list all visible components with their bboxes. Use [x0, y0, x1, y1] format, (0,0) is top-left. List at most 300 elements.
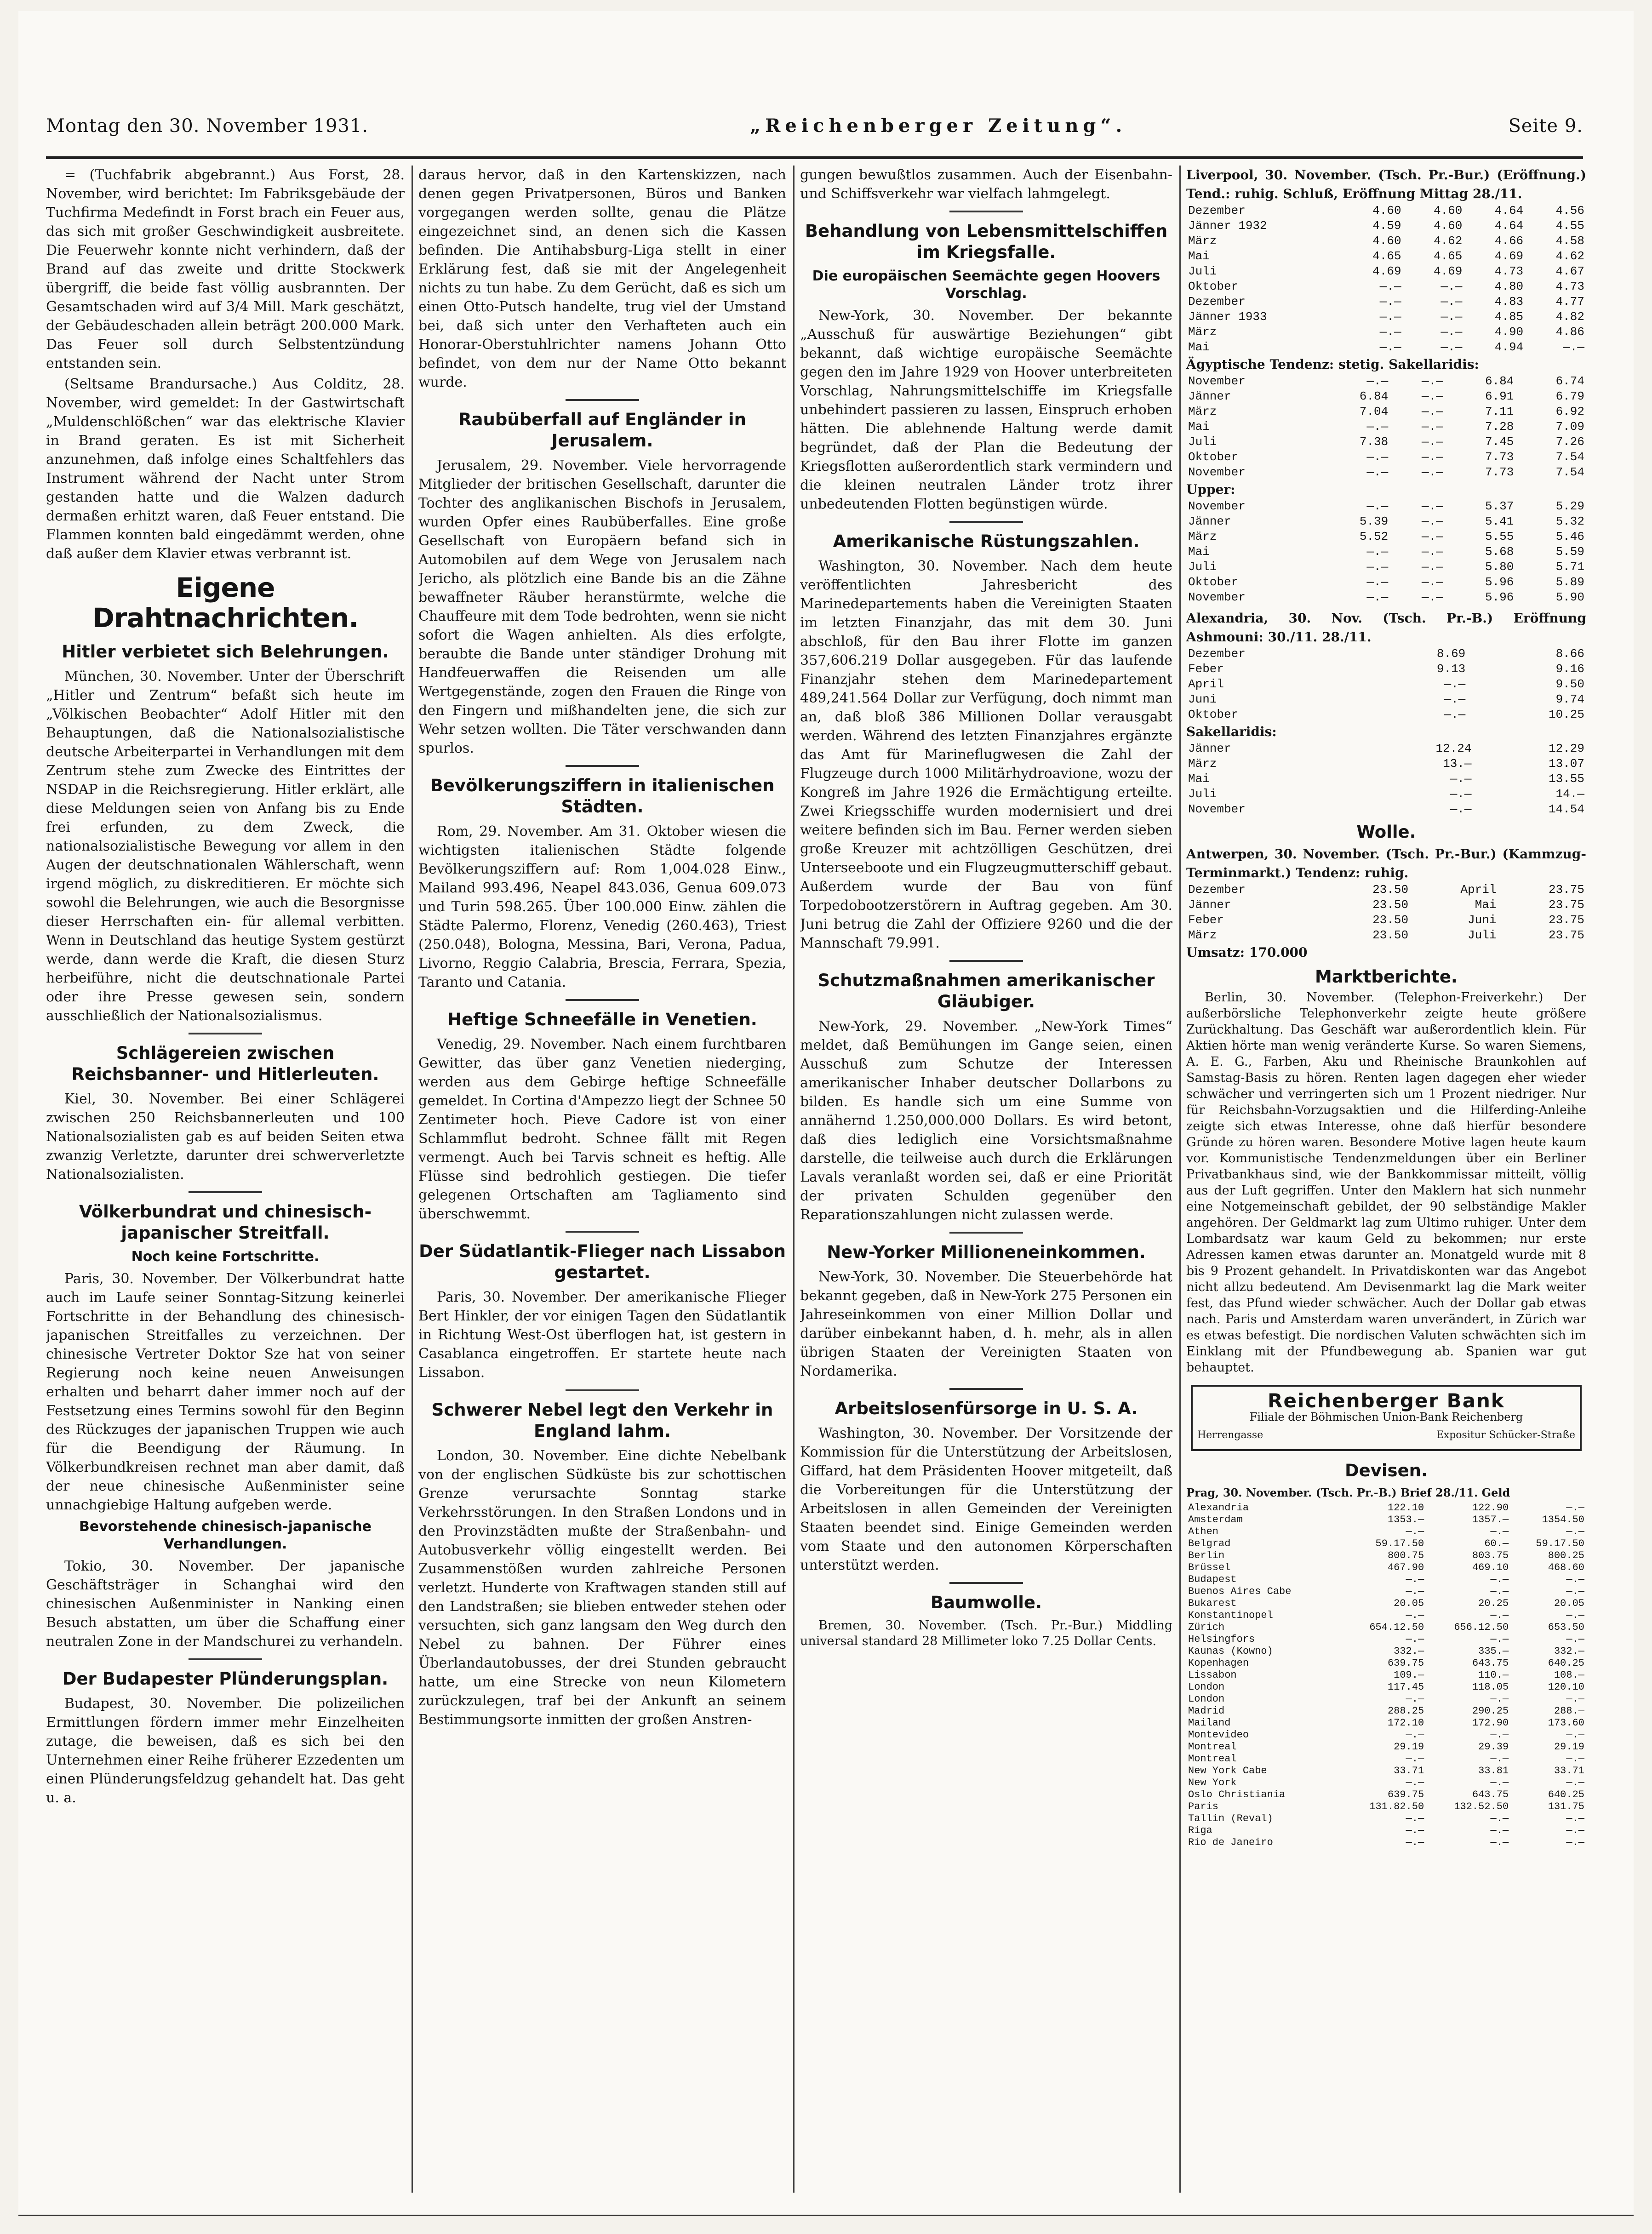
table-cell-value: 13.55 [1548, 772, 1584, 786]
table-cell-label: November [1188, 499, 1246, 513]
article-headline: Schlägereien zwischen Reichsbanner- und Hitlerleuten. [71, 1043, 379, 1084]
table-cell-value: 131.82.50 [1369, 1801, 1424, 1812]
article-paragraph: Tokio, 30. November. Der japanische Geschäftsträger in Schanghai wird den chinesischen Außenminister in Nanking einen Besuch abstatten, um über die Schaffung einer neutralen Zone in der Mandschurei zu verhandeln. [46, 1558, 405, 1650]
ashmouni-table [1186, 646, 1586, 722]
table-row [1186, 1574, 1586, 1586]
table-cell-label: Berlin [1188, 1550, 1225, 1561]
market-header: Sakellaridis: [1186, 724, 1277, 739]
table-cell-value: 1357.— [1472, 1514, 1509, 1526]
table-cell-value: 20.05 [1394, 1598, 1424, 1609]
table-cell-value: 639.75 [1387, 1657, 1424, 1669]
table-cell-value: 4.60 [1372, 204, 1401, 217]
table-cell-value: —.— [1421, 389, 1443, 403]
table-cell-label: Oktober [1188, 575, 1239, 589]
devisen-table [1186, 1502, 1586, 1849]
table-cell-value: 4.62 [1433, 234, 1463, 248]
table-cell-value: —.— [1440, 295, 1463, 309]
table-cell-value: 5.80 [1485, 560, 1514, 574]
table-cell-value: 5.29 [1555, 499, 1584, 513]
table-row [1186, 264, 1586, 279]
separator [189, 1658, 262, 1660]
market-headline: Baumwolle. [930, 1593, 1042, 1612]
table-cell-value: 6.84 [1485, 374, 1514, 388]
table-cell-value: 7.54 [1555, 465, 1584, 479]
table-cell-value: 132.52.50 [1454, 1801, 1509, 1812]
table-row [1186, 1610, 1586, 1622]
table-cell-value: —.— [1406, 1753, 1424, 1765]
table-row [1186, 1502, 1586, 1514]
market-header: Alexandria, 30. Nov. (Tsch. Pr.-B.) Eröffnung Ashmouni: 30./11. 28./11. [1186, 611, 1586, 645]
table-cell-value: 332.— [1394, 1646, 1424, 1657]
article-headline: Heftige Schneefälle in Venetien. [447, 1010, 757, 1029]
table-cell-value: 4.59 [1372, 219, 1401, 233]
table-cell-value: —.— [1440, 310, 1463, 324]
table-row [1186, 1657, 1586, 1669]
table-row [1186, 1777, 1586, 1789]
table-cell-label: Jänner [1188, 514, 1231, 528]
article-paragraph: Rom, 29. November. Am 31. Oktober wiesen die wichtigsten italienischen Städte folgende Bevölkerungsziffern auf: Rom 1,004.028 Einw., Mailand 993.496, Neapel 843.036, Genua 609.073 und Turin 598.265. Über 100.000 Einw. zählen die Städte Palermo, Florenz, Venedig (260.463), Triest (250.048), Bologna, Messina, Bari, Verona, Padua, Livorno, Reggio Calabria, Brescia, Ferrara, Spezia, Taranto und Catania. [418, 823, 786, 990]
table-cell-label: London [1188, 1693, 1225, 1705]
table-cell-value: 4.58 [1555, 234, 1584, 248]
bank-subtitle: Filiale der Böhmischen Union-Bank Reichenberg [1249, 1411, 1523, 1423]
table-cell-value: —.— [1406, 1586, 1424, 1597]
table-cell-value: 29.39 [1478, 1741, 1509, 1753]
table-cell-value: 7.04 [1359, 405, 1389, 418]
table-cell-value: 640.25 [1548, 1657, 1584, 1669]
table-cell-value: 5.55 [1485, 530, 1514, 543]
table-cell-label: Oktober [1188, 280, 1239, 293]
separator [949, 1388, 1023, 1390]
table-cell-label: Mai [1188, 545, 1210, 559]
liverpool-table [1186, 203, 1586, 355]
separator [189, 1033, 262, 1034]
column-divider [412, 166, 413, 2193]
table-cell-value: 4.60 [1372, 234, 1401, 248]
sakellaridis-2-table [1186, 741, 1586, 817]
table-cell-value: 131.75 [1548, 1801, 1584, 1812]
table-cell-label: London [1188, 1681, 1225, 1693]
table-row [1186, 234, 1586, 249]
table-cell-value: —.— [1406, 1729, 1424, 1741]
table-cell-label: Buenos Aires Cabe [1188, 1586, 1292, 1597]
table-row [1186, 374, 1586, 389]
table-cell-value: 6.91 [1485, 389, 1514, 403]
section-heading: Eigene Drahtnachrichten. [92, 572, 359, 634]
table-cell-value: —.— [1421, 590, 1443, 604]
table-cell-value: —.— [1406, 1574, 1424, 1585]
table-row [1186, 529, 1586, 544]
table-cell-value: —.— [1566, 1610, 1584, 1621]
article-headline: Behandlung von Lebensmittelschiffen im Kriegsfalle. [805, 221, 1168, 262]
article-paragraph: Paris, 30. November. Der Völkerbundrat hatte auch im Laufe seiner Sonntag-Sitzung keinerlei Fortschritte in der Behandlung des chinesisch-japanischen Streitfalles zu verzeichnen. Der chinesische Vertreter Doktor Sze hat von seiner Regierung noch keine neuen Anweisungen erhalten und beharrt daher immer noch auf der Festsetzung eines Termins sowohl für den Beginn des Rückzuges der japanischen Truppen wie auch für die Beendigung der Räumung. In Völkerbundkreisen rechnet man aber damit, daß der neue chinesische Außenminister seine unnachgiebige Haltung aufgeben werde. [46, 1271, 405, 1513]
market-headline: Wolle. [1356, 822, 1416, 842]
table-cell-value: 8.66 [1555, 647, 1584, 661]
table-cell-value: 7.38 [1359, 435, 1389, 449]
table-row [1186, 1622, 1586, 1634]
table-cell-value: —.— [1490, 1777, 1509, 1788]
table-cell-value: —.— [1379, 325, 1401, 339]
table-cell-label: November [1188, 465, 1246, 479]
table-cell-value: 59.17.50 [1375, 1538, 1424, 1549]
table-cell-value: 120.10 [1548, 1681, 1584, 1693]
table-cell-value: 23.50 [1372, 913, 1409, 927]
table-cell-value: —.— [1566, 1825, 1584, 1836]
article-headline: Bevölkerungsziffern in italienischen Städten. [430, 776, 775, 817]
table-row [1186, 1717, 1586, 1729]
table-cell-label: Mai [1188, 249, 1210, 263]
article-paragraph: New-York, 29. November. „New-York Times“ meldet, daß Bemühungen im Gange seien, einen Ausschuß zum Schutze der Interessen amerikanischer Inhaber deutscher Dollarbons zu bilden. Es handle sich um eine Summe von annähernd 1.250,000.000 Dollars. Es wird betont, daß dies lediglich eine Vorsichtsmaßnahme darstelle, die teilweise auch durch die Erklärungen Lavals veranlaßt worden sei, daß er eine Priorität der privaten Schulden gegenüber den Reparationszahlungen nicht zulassen werde. [800, 1018, 1172, 1223]
table-cell-value: —.— [1379, 310, 1401, 324]
article-paragraph: Washington, 30. November. Nach dem heute veröffentlichten Jahresbericht des Marinedepartements haben die Vereinigten Staaten im letzten Finanzjahr, das mit dem 30. Juni abschloß, für den Bau ihrer Flotte im ganzen 357,606.219 Dollar ausgegeben. Für das laufende Finanzjahr stehen dem Marinedepartement 489,241.564 Dollar zur Verfügung, doch nimmt man an, daß bloß 386 Millionen Dollar verausgabt werden. Während des letzten Finanzjahres ergänzte das Amt für Marineflugwesen die Zahl der Flugzeuge durch 1000 Militärhydroavione, wozu der Kongreß im Jahre 1926 die Ermächtigung erteilte. Zwei Kriegsschiffe wurden modernisiert und drei weitere befinden sich im Bau. Ferner werden sieben große Kreuzer mit achtzölligen Geschützen, drei Unterseeboote und ein Flugzeugmutterschiff gebaut. Außerdem wurde der Bau von fünf Torpedobootzerstörern in Auftrag gegeben. Am 30. Juni betrug die Zahl der Offiziere 9260 und die der Mannschaft 79.991. [800, 558, 1172, 951]
table-cell-value: —.— [1366, 560, 1389, 574]
table-cell-value: Juli [1468, 928, 1497, 942]
table-cell-value: 9.50 [1555, 677, 1584, 691]
table-row [1186, 389, 1586, 404]
table-cell-value: —.— [1566, 1634, 1584, 1645]
table-cell-value: 173.60 [1548, 1717, 1584, 1729]
table-cell-value: 12.29 [1548, 742, 1584, 755]
table-row [1186, 514, 1586, 529]
table-cell-value: —.— [1490, 1634, 1509, 1645]
market-header: Ägyptische Tendenz: stetig. Sakellaridis: [1186, 357, 1479, 372]
table-cell-value: —.— [1366, 465, 1389, 479]
table-cell-value: —.— [1490, 1825, 1509, 1836]
table-cell-value: —.— [1566, 1502, 1584, 1514]
table-cell-value: —.— [1566, 1777, 1584, 1788]
table-cell-label: Mai [1188, 772, 1210, 786]
table-cell-value: 117.45 [1387, 1681, 1424, 1693]
article-headline: Raubüberfall auf Engländer in Jerusalem. [458, 410, 746, 451]
table-row [1186, 465, 1586, 480]
table-cell-value: 4.82 [1555, 310, 1584, 324]
table-cell-value: 6.92 [1555, 405, 1584, 418]
table-cell-label: Feber [1188, 662, 1224, 676]
page-bottom-edge [18, 2215, 1634, 2216]
table-cell-value: —.— [1490, 1753, 1509, 1765]
table-cell-value: 803.75 [1472, 1550, 1509, 1561]
table-cell-label: Jänner 1933 [1188, 310, 1267, 324]
table-cell-value: 20.25 [1478, 1598, 1509, 1609]
table-cell-label: April [1188, 677, 1224, 691]
table-cell-label: Mai [1188, 340, 1210, 354]
table-cell-value: 4.80 [1494, 280, 1524, 293]
separator [949, 211, 1023, 212]
market-header: Prag, 30. November. (Tsch. Pr.-B.) Brief 28./11. Geld [1186, 1486, 1510, 1499]
article-headline: Schutzmaßnahmen amerikanischer Gläubiger. [817, 971, 1155, 1011]
table-cell-label: Brüssel [1188, 1562, 1231, 1573]
table-row [1186, 419, 1586, 434]
table-cell-value: —.— [1566, 1813, 1584, 1824]
article-paragraph: Kiel, 30. November. Bei einer Schlägerei zwischen 250 Reichsbannerleuten und 100 Nationalsozialisten gab es auf beiden Seiten etwa zwanzig Verletzte, darunter drei schwerverletzte Nationalsozialisten. [46, 1091, 405, 1183]
table-cell-value: 1354.50 [1542, 1514, 1584, 1526]
separator [566, 765, 639, 767]
table-cell-value: —.— [1406, 1777, 1424, 1788]
table-cell-label: Montreal [1188, 1753, 1237, 1765]
table-cell-label: März [1188, 325, 1217, 339]
table-row [1186, 1634, 1586, 1646]
table-cell-value: —.— [1366, 374, 1389, 388]
table-row [1186, 325, 1586, 340]
table-row [1186, 203, 1586, 218]
table-cell-value: 23.75 [1548, 928, 1584, 942]
table-row [1186, 450, 1586, 465]
table-cell-label: Tallin (Reval) [1188, 1813, 1273, 1824]
table-cell-label: Paris [1188, 1801, 1219, 1812]
table-cell-value: 288.— [1554, 1705, 1584, 1717]
article-paragraph: Venedig, 29. November. Nach einem furchtbaren Gewitter, das über ganz Venetien niederging, werden aus dem Gebirge heftige Schneefälle gemeldet. In Cortina d'Ampezzo liegt der Schnee 50 Zentimeter hoch. Pieve Cadore ist von einer Schlammflut bedroht. Schnee fällt mit Regen vermengt. Auch bei Tarvis schneit es heftig. Alle Flüsse sind bedrohlich gestiegen. Die tiefer gelegenen Ortschaften am Tagliamento sind überschwemmt. [418, 1036, 786, 1222]
table-cell-value: 4.73 [1555, 280, 1584, 293]
table-cell-value: —.— [1490, 1693, 1509, 1705]
table-cell-value: 4.94 [1494, 340, 1524, 354]
table-cell-value: 5.52 [1359, 530, 1389, 543]
table-cell-label: November [1188, 374, 1246, 388]
table-cell-value: 23.50 [1372, 898, 1409, 912]
table-cell-value: 13.07 [1548, 757, 1584, 771]
table-row [1186, 1837, 1586, 1849]
table-row [1186, 662, 1586, 677]
table-cell-label: Jänner [1188, 389, 1231, 403]
table-cell-label: Dezember [1188, 204, 1246, 217]
table-cell-value: 172.10 [1387, 1717, 1424, 1729]
article-headline: Hitler verbietet sich Belehrungen. [62, 642, 389, 662]
table-cell-value: 335.— [1478, 1646, 1509, 1657]
table-cell-value: —.— [1366, 450, 1389, 464]
table-cell-value: —.— [1444, 692, 1466, 706]
table-cell-value: —.— [1566, 1574, 1584, 1585]
article-headline: Der Südatlantik-Flieger nach Lissabon gestartet. [419, 1241, 786, 1282]
table-row [1186, 1669, 1586, 1681]
table-cell-value: 7.11 [1485, 405, 1514, 418]
table-cell-value: 800.75 [1387, 1550, 1424, 1561]
separator [566, 1231, 639, 1233]
table-cell-value: —.— [1379, 280, 1401, 293]
table-row [1186, 1586, 1586, 1598]
table-cell-value: —.— [1444, 708, 1466, 721]
table-cell-label: Belgrad [1188, 1538, 1231, 1549]
table-cell-value: 4.66 [1494, 234, 1524, 248]
table-row [1186, 218, 1586, 234]
table-cell-label: Amsterdam [1188, 1514, 1243, 1526]
table-cell-value: 653.50 [1548, 1622, 1584, 1633]
table-cell-value: 332.— [1554, 1646, 1584, 1657]
table-row [1186, 1789, 1586, 1801]
table-cell-value: —.— [1444, 677, 1466, 691]
table-cell-label: März [1188, 234, 1217, 248]
table-cell-value: —.— [1366, 575, 1389, 589]
separator [949, 1582, 1023, 1584]
market-header: Upper: [1186, 482, 1235, 497]
table-cell-label: März [1188, 530, 1217, 543]
table-cell-label: März [1188, 405, 1217, 418]
table-cell-value: 122.10 [1387, 1502, 1424, 1514]
bank-address-left: Herrengasse [1197, 1429, 1263, 1441]
table-cell-label: Oslo Christiania [1188, 1789, 1286, 1800]
article-paragraph: = (Tuchfabrik abgebrannt.) Aus Forst, 28. November, wird berichtet: Im Fabriksgebäude der Tuchfirma Medefindt in Forst brach ein Feuer aus, das sich mit großer Geschwindigkeit ausbreitete. Die Feuerwehr konnte nicht verhindern, daß der Brand auf das zweite und dritte Stockwerk übergriff, die beide fast völlig ausbrannten. Der Gesamtschaden wird auf 3/4 Mill. Mark geschätzt, der Gebäudeschaden allein beträgt 200.000 Mark. Das Feuer soll durch Selbstentzündung entstanden sein. [46, 167, 405, 371]
table-cell-label: Juli [1188, 435, 1217, 449]
table-cell-value: 7.26 [1555, 435, 1584, 449]
table-cell-value: 5.32 [1555, 514, 1584, 528]
table-cell-value: —.— [1566, 1837, 1584, 1848]
table-cell-label: Kaunas (Kowno) [1188, 1646, 1273, 1657]
table-cell-value: 4.65 [1372, 249, 1401, 263]
table-row [1186, 1550, 1586, 1562]
article-paragraph: Budapest, 30. November. Die polizeilichen Ermittlungen fördern immer mehr Einzelheiten zutage, die beweisen, daß es sich bei den Unternehmen einer Reihe früherer Ezzedenten um einen Plünderungsfeldzug gehandelt hat. Das geht u. a. [46, 1696, 405, 1806]
separator [566, 999, 639, 1001]
table-cell-value: 1353.— [1387, 1514, 1424, 1526]
article-paragraph: daraus hervor, daß in den Kartenskizzen, nach denen gegen Privatpersonen, Büros und Banken vorgegangen werden sollte, genau die Plätze eingezeichnet sind, an denen sich die Kassen befinden. Die Antihabsburg-Liga stellt in einer Erklärung fest, daß sie mit der Angelegenheit nichts zu tun habe. Zu dem Gerücht, daß es sich um einen Otto-Putsch handelte, trug viel der Umstand bei, daß sich unter den Verhafteten auch ein Honorar-Oberstuhlrichter namens Johann Otto befindet, von dem nur der Name Otto bekannt wurde. [418, 167, 786, 390]
table-row [1186, 560, 1586, 575]
separator [949, 960, 1023, 962]
table-row [1186, 1741, 1586, 1753]
table-row [1186, 309, 1586, 325]
table-row [1186, 1765, 1586, 1777]
table-cell-value: 640.25 [1548, 1789, 1584, 1800]
article-headline: New-Yorker Millioneneinkommen. [827, 1242, 1146, 1262]
table-cell-value: —.— [1566, 1586, 1584, 1597]
table-cell-value: 468.60 [1548, 1562, 1584, 1573]
table-cell-value: 110.— [1478, 1669, 1509, 1681]
table-cell-value: 7.28 [1485, 420, 1514, 434]
article-paragraph: Paris, 30. November. Der amerikanische Flieger Bert Hinkler, der vor einigen Tagen den Südatlantik in Richtung West-Ost überflogen hat, ist gestern in Casablanca eingetroffen. Er startete heute nach Lissabon. [418, 1289, 786, 1381]
table-cell-value: 4.64 [1494, 219, 1524, 233]
sakellaridis-table [1186, 374, 1586, 480]
table-row [1186, 1729, 1586, 1741]
table-cell-value: —.— [1421, 405, 1443, 418]
table-cell-value: 12.24 [1435, 742, 1472, 755]
table-cell-value: 6.74 [1555, 374, 1584, 388]
article-paragraph: Jerusalem, 29. November. Viele hervorragende Mitglieder der britischen Gesellschaft, darunter die Tochter des anglikanischen Bischofs in Jerusalem, wurden Opfer eines Raubüberfalles. Eine große Gesellschaft von Europäern befand sich in Automobilen auf dem Wege von Jerusalem nach Jericho, als plötzlich eine Bande bis an die Zähne bewaffneter Räuber heranstürmte, welche die Chauffeure mit dem Tode bedrohten, wenn sie nicht sofort die Wagen anhielten. Als dies erfolgte, beraubte die Bande unter ständiger Drohung mit Handfeuerwaffen die Reisenden um alle Wertgegenstände, zogen den Frauen die Ringe von den Fingern und mißhandelten jene, die sich zur Wehr setzen wollten. Die Täter verschwanden dann spurlos. [418, 457, 786, 756]
table-cell-value: 4.90 [1494, 325, 1524, 339]
table-cell-value: 469.10 [1472, 1562, 1509, 1573]
table-cell-value: —.— [1421, 499, 1443, 513]
table-cell-value: —.— [1490, 1610, 1509, 1621]
umsatz: Umsatz: 170.000 [1186, 945, 1308, 960]
table-cell-value: —.— [1421, 420, 1443, 434]
table-cell-value: 7.45 [1485, 435, 1514, 449]
table-cell-value: 10.25 [1548, 708, 1584, 721]
article-subheadline: Noch keine Fortschritte. [131, 1249, 320, 1265]
table-cell-value: 20.05 [1554, 1598, 1584, 1609]
table-cell-value: 8.69 [1436, 647, 1466, 661]
table-cell-value: 4.67 [1555, 264, 1584, 278]
page-header [46, 115, 1583, 152]
table-cell-value: —.— [1440, 340, 1463, 354]
table-cell-value: —.— [1450, 787, 1472, 801]
table-cell-value: 5.96 [1485, 590, 1514, 604]
table-cell-value: —.— [1421, 450, 1443, 464]
bank-advertisement [1191, 1385, 1582, 1451]
article-paragraph: München, 30. November. Unter der Überschrift „Hitler und Zentrum“ befaßt sich heute im „Völkischen Beobachter“ Adolf Hitler mit den Behauptungen, daß die Nationalsozialistische deutsche Arbeiterpartei in Verhandlungen mit dem Zentrum stehe zum Zwecke des Eintrittes der NSDAP in die Reichsregierung. Hitler erklärt, alle diese Meldungen seien von Anfang bis zu Ende frei erfunden, zu dem Zweck, die nationalsozialistische Bewegung vor allem in den Augen der deutschnationalen Wählerschaft, wenn irgend möglich, zu diskreditieren. Er möchte sich sowohl die Belehrungen, wie auch die Besorgnisse dieser Herrschaften ein- für allemal verbitten. Wenn in Deutschland das heutige System gestürzt werde, dann werde die Kraft, die diesen Sturz herbeiführe, nicht die deutschnationale Partei oder ihre Presse gewesen sein, sondern ausschließlich der Nationalsozialismus. [46, 668, 405, 1024]
table-cell-value: —.— [1421, 435, 1443, 449]
table-cell-value: 108.— [1554, 1669, 1584, 1681]
table-row [1186, 1801, 1586, 1813]
table-row [1186, 1705, 1586, 1717]
table-cell-value: 5.89 [1555, 575, 1584, 589]
wolle-table [1186, 882, 1586, 943]
table-row [1186, 1693, 1586, 1705]
table-cell-label: Zürich [1188, 1622, 1225, 1633]
table-cell-label: Rio de Janeiro [1188, 1837, 1273, 1848]
table-cell-value: 109.— [1394, 1669, 1424, 1681]
table-cell-value: 4.69 [1433, 264, 1463, 278]
table-row [1186, 575, 1586, 590]
table-cell-value: 4.64 [1494, 204, 1524, 217]
table-cell-value: —.— [1421, 560, 1443, 574]
table-row [1186, 294, 1586, 309]
bank-address-right: Expositur Schücker-Straße [1436, 1429, 1575, 1441]
table-cell-label: März [1188, 928, 1217, 942]
table-row [1186, 1538, 1586, 1550]
article-paragraph: New-York, 30. November. Der bekannte „Ausschuß für auswärtige Beziehungen“ gibt bekannt, daß wichtige europäische Seemächte gegen den im Jahre 1929 von Hoover unterbreiteten Vorschlag, Nahrungsmittelschiffe im Kriegsfalle unbehindert passieren zu lassen, Einspruch erhoben hätten. Die ablehnende Haltung werde damit begründet, daß der Plan die Bedeutung der Kriegsflotten außerordentlich stark vermindern und die kleinen neutralen Länder trotz ihrer unbedeutenden Flotten begünstigen würde. [800, 308, 1172, 512]
table-cell-label: Montevideo [1188, 1729, 1249, 1741]
table-cell-value: —.— [1406, 1693, 1424, 1705]
table-cell-value: 4.65 [1433, 249, 1463, 263]
table-cell-label: Jänner [1188, 742, 1231, 755]
table-cell-value: —.— [1366, 545, 1389, 559]
table-cell-value: 4.55 [1555, 219, 1584, 233]
table-cell-value: 7.73 [1485, 450, 1514, 464]
table-cell-label: Lissabon [1188, 1669, 1237, 1681]
table-cell-label: Kopenhagen [1188, 1657, 1249, 1669]
table-row [1186, 882, 1586, 897]
table-row [1186, 913, 1586, 928]
table-row [1186, 1825, 1586, 1837]
separator [949, 521, 1023, 523]
table-cell-value: 23.50 [1372, 883, 1409, 897]
table-cell-label: Mai [1188, 420, 1210, 434]
table-row [1186, 249, 1586, 264]
table-cell-value: 4.77 [1555, 295, 1584, 309]
table-cell-value: —.— [1421, 465, 1443, 479]
table-cell-value: —.— [1366, 590, 1389, 604]
table-row [1186, 1753, 1586, 1765]
market-headline: Marktberichte. [1315, 967, 1458, 987]
separator [189, 1191, 262, 1193]
table-row [1186, 1514, 1586, 1526]
table-cell-value: Mai [1475, 898, 1497, 912]
table-cell-value: 4.83 [1494, 295, 1524, 309]
table-cell-value: Juni [1468, 913, 1497, 927]
column-1 [46, 166, 405, 2193]
table-cell-value: 118.05 [1472, 1681, 1509, 1693]
table-cell-value: 467.90 [1387, 1562, 1424, 1573]
table-cell-value: 6.79 [1555, 389, 1584, 403]
table-cell-value: 33.81 [1478, 1765, 1509, 1777]
table-cell-value: —.— [1421, 545, 1443, 559]
table-cell-value: —.— [1490, 1729, 1509, 1741]
article-paragraph: New-York, 30. November. Die Steuerbehörde hat bekannt gegeben, daß in New-York 275 Personen ein Jahreseinkommen von einer Million Dollar und darüber einbekannt haben, d. h. mehr, als in allen übrigen Staaten der Vereinigten Staaten von Nordamerika. [800, 1269, 1172, 1379]
article-paragraph: gungen bewußtlos zusammen. Auch der Eisenbahn- und Schiffsverkehr war vielfach lahmgelegt. [800, 167, 1172, 202]
column-divider [1179, 166, 1181, 2193]
table-cell-value: 290.25 [1472, 1705, 1509, 1717]
table-cell-value: 172.90 [1472, 1717, 1509, 1729]
table-cell-value: 14.— [1555, 787, 1584, 801]
table-cell-value: —.— [1490, 1813, 1509, 1824]
table-row [1186, 1526, 1586, 1538]
table-row [1186, 279, 1586, 294]
article-headline: Arbeitslosenfürsorge in U. S. A. [835, 1399, 1138, 1418]
table-cell-label: Athen [1188, 1526, 1219, 1537]
table-cell-label: Riga [1188, 1825, 1212, 1836]
table-cell-value: —.— [1406, 1634, 1424, 1645]
table-cell-value: 643.75 [1472, 1657, 1509, 1669]
table-cell-label: Konstantinopel [1188, 1610, 1273, 1621]
table-row [1186, 1813, 1586, 1825]
table-cell-value: 5.39 [1359, 514, 1389, 528]
table-cell-label: Bukarest [1188, 1598, 1237, 1609]
upper-table [1186, 499, 1586, 605]
table-row [1186, 646, 1586, 662]
